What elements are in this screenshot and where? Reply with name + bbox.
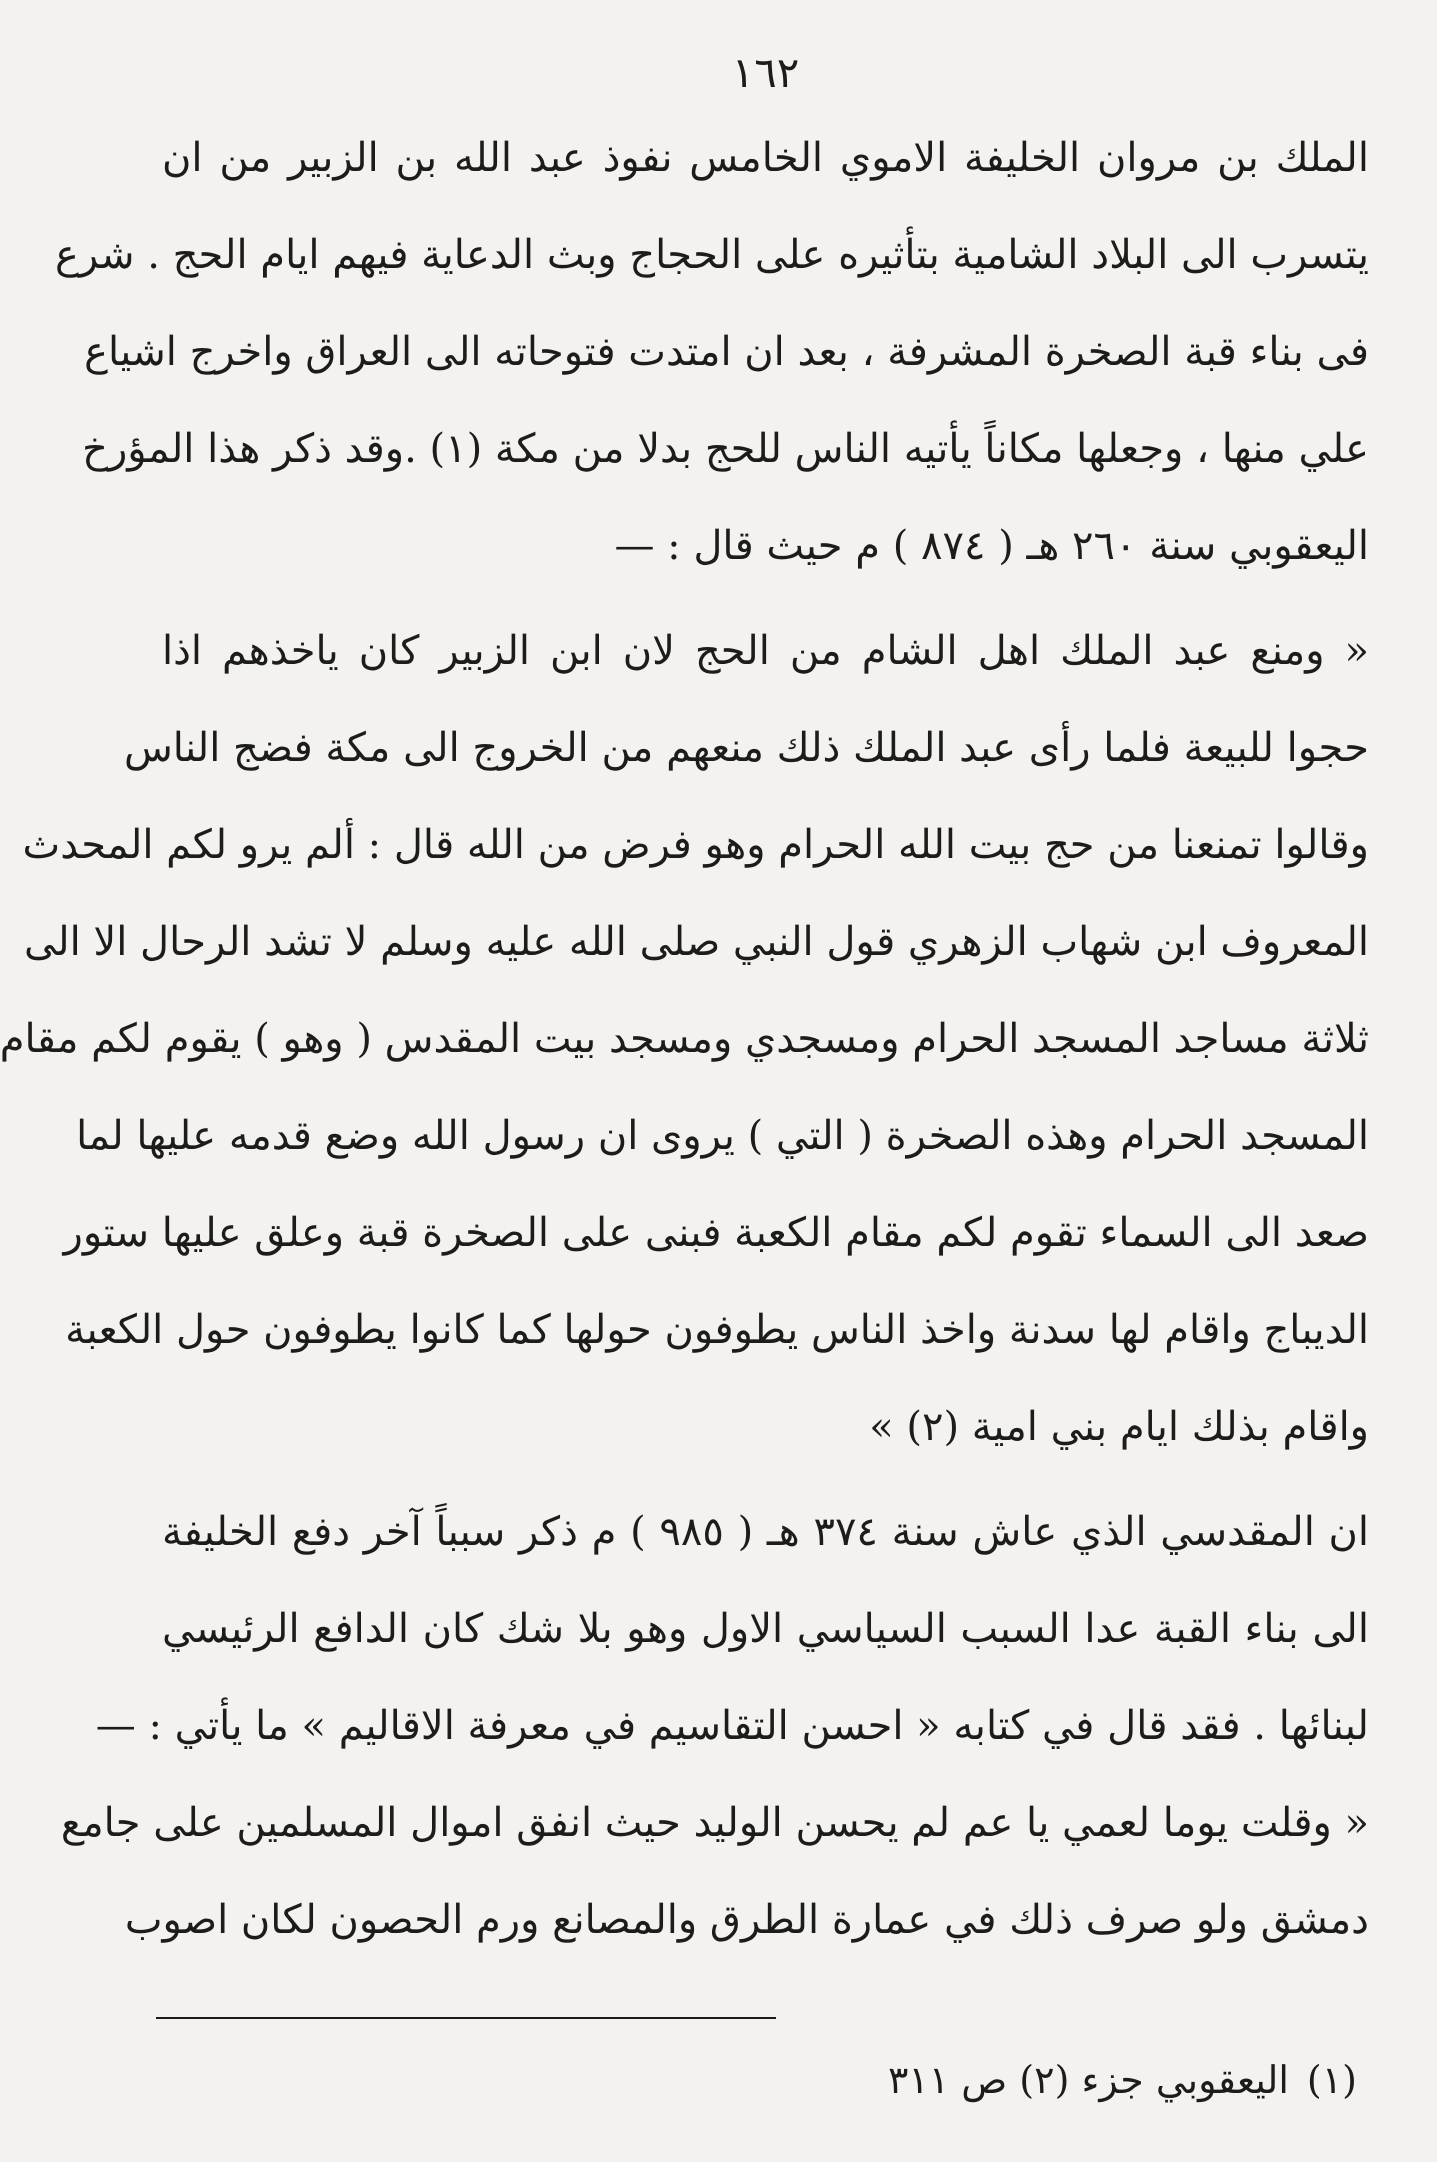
text-line: الملك بن مروان الخليفة الاموي الخامس نفوذ عبد الله بن الزبير من ان bbox=[162, 135, 1369, 181]
text-line: وقالوا تمنعنا من حج بيت الله الحرام وهو فرض من الله قال : ألم يرو لكم المحدث bbox=[22, 822, 1369, 868]
footnote-divider bbox=[156, 2017, 776, 2019]
text-line: اليعقوبي سنة ٢٦٠ هـ ( ٨٧٤ ) م حيث قال : — bbox=[614, 523, 1369, 569]
text-line: فى بناء قبة الصخرة المشرفة ، بعد ان امتدت فتوحاته الى العراق واخرج اشياع bbox=[84, 329, 1369, 375]
footnote-marker: (١) bbox=[1306, 2058, 1357, 2102]
text-line: ان المقدسي الذي عاش سنة ٣٧٤ هـ ( ٩٨٥ ) م ذكر سبباً آخر دفع الخليفة bbox=[162, 1509, 1370, 1555]
text-line: حجوا للبيعة فلما رأى عبد الملك ذلك منعهم من الخروج الى مكة فضج الناس bbox=[123, 725, 1369, 771]
text-line: « ومنع عبد الملك اهل الشام من الحج لان ابن الزبير كان ياخذهم اذا bbox=[162, 628, 1369, 674]
text-line: المعروف ابن شهاب الزهري قول النبي صلى الله عليه وسلم لا تشد الرحال الا الى bbox=[24, 919, 1369, 965]
paragraph-1 bbox=[55, 110, 1369, 595]
body-text bbox=[0, 110, 1370, 1969]
paragraph-2-quotation bbox=[0, 603, 1369, 1476]
text-line: لبنائها . فقد قال في كتابه « احسن التقاسيم في معرفة الاقاليم » ما يأتي : — bbox=[95, 1703, 1369, 1749]
text-line: صعد الى السماء تقوم لكم مقام الكعبة فبنى على الصخرة قبة وعلق عليها ستور bbox=[63, 1210, 1369, 1256]
text-line: الديباج واقام لها سدنة واخذ الناس يطوفون حولها كما كانوا يطوفون حول الكعبة bbox=[65, 1307, 1369, 1353]
text-line: دمشق ولو صرف ذلك في عمارة الطرق والمصانع ورم الحصون لكان اصوب bbox=[124, 1897, 1369, 1943]
footnote bbox=[888, 2050, 1357, 2110]
text-line: واقام بذلك ايام بني امية (٢) » bbox=[869, 1404, 1369, 1450]
page-number: ١٦٢ bbox=[731, 48, 800, 97]
footnote-text: اليعقوبي جزء (٢) ص ٣١١ bbox=[887, 2058, 1289, 2102]
text-line: علي منها ، وجعلها مكاناً يأتيه الناس للحج بدلا من مكة (١) .وقد ذكر هذا المؤرخ bbox=[82, 426, 1369, 472]
text-line: « وقلت يوما لعمي يا عم لم يحسن الوليد حيث انفق اموال المسلمين على جامع bbox=[60, 1800, 1369, 1846]
text-line: المسجد الحرام وهذه الصخرة ( التي ) يروى ان رسول الله وضع قدمه عليها لما bbox=[76, 1113, 1369, 1159]
text-line: الى بناء القبة عدا السبب السياسي الاول وهو بلا شك كان الدافع الرئيسي bbox=[162, 1606, 1369, 1652]
text-line: يتسرب الى البلاد الشامية بتأثيره على الحجاج وبث الدعاية فيهم ايام الحج . شرع bbox=[55, 232, 1369, 278]
text-line: ثلاثة مساجد المسجد الحرام ومسجدي ومسجد بيت المقدس ( وهو ) يقوم لكم مقام bbox=[0, 1016, 1369, 1062]
paragraph-3 bbox=[60, 1484, 1370, 1969]
